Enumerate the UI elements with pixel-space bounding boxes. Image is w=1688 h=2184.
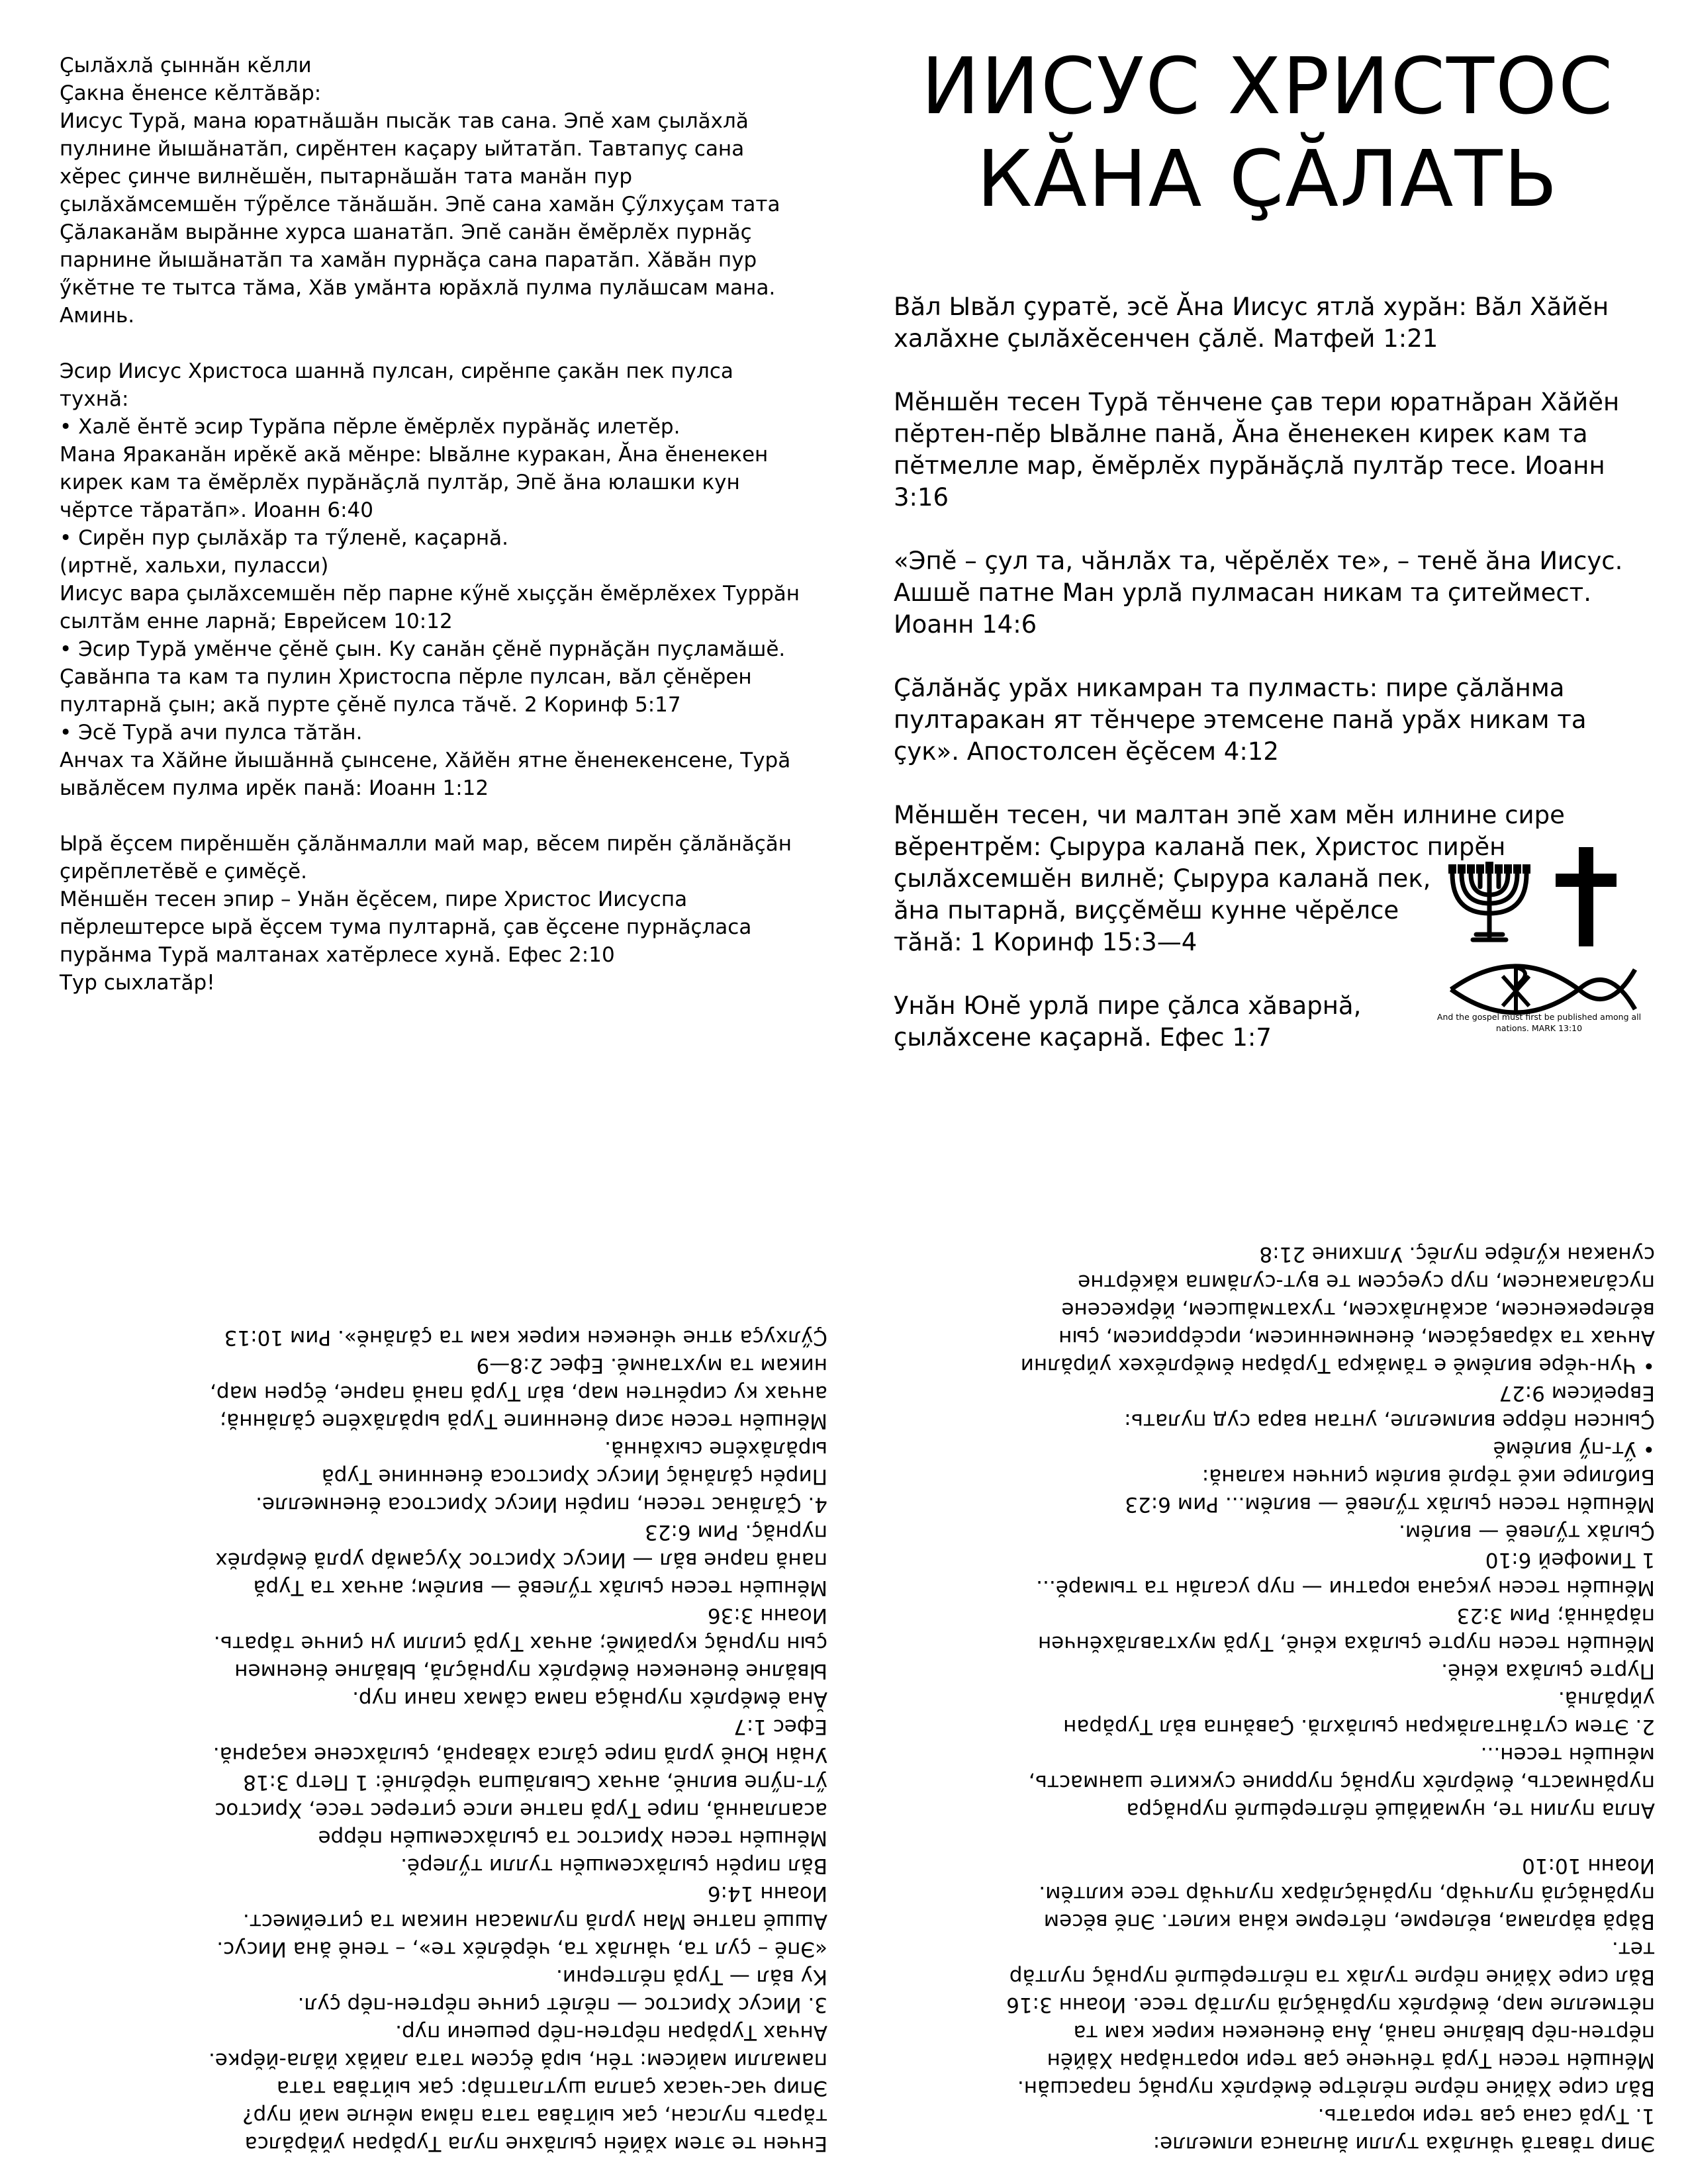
prayer-paragraph (60, 357, 808, 802)
text-line: пурăнăçлă пулччăр, пурăнăçлăрах пулччăр тесе килтĕм. (1039, 1882, 1655, 1905)
text-line: Иисус вара çылăхсемшĕн пĕр парне кӳнĕ хыççăн ĕмĕрлĕхех Туррăн сылтăм енне ларнă; Еврейсем 10:12 (60, 582, 806, 633)
prayer-paragraph (60, 52, 808, 330)
text-line: Ырă ĕçсем пирĕншĕн çăлăнмалли май мар, вĕсем пирĕн çăлăнăçăн çирĕплетĕвĕ е çимĕçĕ. (60, 832, 798, 884)
text-line: Тур сыхлатăр! (60, 971, 215, 995)
text-line: Библире икĕ тĕрлĕ вилĕм çинчен каланă: (1201, 1465, 1655, 1488)
text-line: асапланнă, пире Турă патне илсе çитерес тесе, Христос (214, 1798, 827, 1822)
text-line: пĕтмелле мар, ĕмĕрлĕх пурăнăçлă пултăр тесе. Иоанн 3:16 (1006, 1993, 1655, 2017)
text-line: • Эсир Турă умĕнче çĕнĕ çын. Ку санăн çĕнĕ пурнăçăн пуçламăшĕ. (60, 637, 786, 661)
text-line: çын пурнăç кураймĕ; анчах Турă çилли ун çинче тăрать. (213, 1631, 827, 1655)
text-line: Апла пулин те, нумайăшĕ пĕлтерĕшлĕ пурнăçра (1126, 1798, 1655, 1822)
verse-line: тăнă: 1 Коринф 15:3—4 (894, 928, 1197, 956)
verse-paragraph: Мĕншĕн тесен Турă тĕнчене çав тери юратнăран Хăйĕн пĕртен-пĕр Ывăлне панă, Ăна ĕненекен кирек кам та пĕтмелле мар, ĕмĕрлĕх пурăнăçлă пултăр тесе. Иоанн 3:16 (894, 388, 1620, 512)
text-line (894, 1824, 1655, 1852)
verse-line: çылăхсемшĕн вилнĕ; Çырура каланă пек, (894, 864, 1431, 893)
text-line: Ашшĕ патне Ман урлă пулмасан никам та çитеймест. (242, 1909, 827, 1933)
fish-icon (1451, 966, 1635, 1013)
text-line: пĕртен-пĕр Ывăлне панă, Ăна ĕненекен кирек кам та (1073, 2021, 1655, 2044)
text-line: пурăнмасть, ĕмĕрлĕх пурнăç пуррине сукките шанмасть, (1028, 1770, 1655, 1794)
verse-paragraph: Вăл Ывăл çуратĕ, эсĕ Ăна Иисус ятлă хурăн: Вăл Хăйĕн халăхне çылăхĕсенчен çăлĕ. Матфей 1:21 (894, 293, 1609, 353)
text-line: тăрать пулсан, çак ыйтăва тата пăма мĕнле май пур? (242, 2104, 827, 2128)
text-line: Ывăлне ĕненекен ĕмĕрлĕх пурнăçлă, Ывăлне ĕненмен (234, 1659, 827, 1683)
chi-rho-icon (1503, 966, 1529, 1013)
text-line: Мĕншĕн тесен çылăх тӳлевĕ — вилĕм; анчах та Турă (253, 1576, 827, 1600)
logo-caption: And the gospel must first be published among all nations. MARK 13:10 (1436, 1012, 1642, 1033)
text-line: Мĕншĕн тесен укçана юратни — пур усалăн та тымарĕ... (1036, 1576, 1655, 1600)
text-line: Вăл пирĕн çылăхсемшĕн тулли тӳлерĕ. (400, 1854, 827, 1878)
text-line: Вăл сире Хăйне пĕрле тулăх та пĕлтерĕшлĕ пурнăç пултăр (1009, 1965, 1655, 1989)
text-line: • Сирĕн пур çылăхăр та тӳленĕ, каçарнă. (60, 526, 508, 550)
text-line: Енчен те этем хăйĕн çылăхне пула Турăран уйăрăлса (244, 2132, 827, 2156)
text-line: Эпир час-часах çапла шутлатпăр: çак ыйтăва тата (276, 2076, 827, 2100)
title-line-1: ИИСУС ХРИСТОС (921, 40, 1615, 132)
text-line: • Халĕ ĕнтĕ эсир Турăпа пĕрле ĕмĕрлĕх пурăнăç илетĕр. (60, 415, 680, 439)
page-title (894, 40, 1642, 225)
text-line: Анчах Турăран пĕртен-пĕр решени пур. (395, 2021, 827, 2044)
text-line: вĕлерекенсем, аскăнлăхсем, тухатмăшсем, йĕркесене (1061, 1298, 1655, 1322)
text-line: Унăн Юнĕ урлă пире çăлса хăварнă, çылăхсене каçарнă. (212, 1743, 827, 1766)
text-line: Еврейсем 9:27 (1499, 1381, 1655, 1405)
text-line: ырăлăхĕпе сыхăннă. (604, 1437, 827, 1461)
text-line: 3. Иисус Христос — пĕлĕт çинче пĕртен-пĕр çул. (297, 1993, 827, 2017)
text-line: сунакан кӳлĕре пулĕç. Улпхине 21:8 (1259, 1242, 1655, 1266)
text-line: 1. Турă сана çав тери юратать. (1317, 2104, 1655, 2128)
upside-down-panel-left (46, 1138, 827, 2158)
verse-line: ăна пытарнă, виççĕмĕш кунне чĕрĕлсе (894, 896, 1399, 925)
text-line: Ефес 1:7 (733, 1715, 827, 1739)
prayer-panel (60, 52, 808, 1084)
text-line: пусăлакансем, пур суеçсем те вут-сулăмпа кăкĕртне (1078, 1270, 1655, 1294)
text-line: анчах ку сирĕнтен мар, вăл Турă панă парне, ĕçрен мар, (210, 1381, 827, 1405)
text-line: Вăл сире Хăйне пĕрле пĕлĕтре ĕмĕрлĕх пурнăç парасшăн. (1017, 2076, 1655, 2100)
verse-paragraph: «Эпĕ – çул та, чăнлăх та, чĕрĕлĕх те», – тенĕ ăна Иисус. Ашшĕ патне Ман урлă пулмасан никам та çитеймест. Иоанн 14:6 (894, 547, 1623, 639)
text-line: Çылăх тӳлевĕ — вилĕм. (1398, 1520, 1655, 1544)
text-line: Анчах та Хăйне йышăннă çынсене, Хăйĕн ятне ĕненекенсене, Турă ывăлĕсем пулма ирĕк панă: Иоанн 1:12 (60, 749, 798, 800)
text-line: 1 Тимофей 6:10 (1485, 1548, 1655, 1572)
text-line: Мана Яраканăн ирĕкĕ акă мĕнре: Ывăлне куракан, Ăна ĕненекен кирек кам та ĕмĕрлĕх пурăнăçлă пултăр, Эпĕ ăна юлашки кун чĕртсе тăратăп». Иоанн 6:40 (60, 443, 775, 522)
text-line: (иртнĕ, хальхи, пуласси) (60, 554, 329, 578)
text-line: Çакна ĕненсе кĕлтăвăр: (60, 81, 322, 105)
text-line: Çылăхлă çыннăн кĕлли (60, 54, 312, 77)
text-line: Ку вăл — Турă пĕлтерни. (555, 1965, 827, 1989)
verse-paragraph: Çăлăнăç урăх никамран та пулмасть: пире çăлăнма пултаракан ят тĕнчере этемсене панă урăх никам та çук». Апостолсен ĕçĕсем 4:12 (894, 674, 1587, 766)
upside-down-panel-right (894, 1138, 1655, 2158)
text-line: • Чун-чĕре вилĕмĕ е тăмăкра Турăран ĕмĕрлĕхех уйрăлни (1020, 1353, 1655, 1377)
text-line: Вăрă вăрлама, вĕлерме, пĕтерме кăна килет. Эпĕ вĕсем (1043, 1909, 1655, 1933)
text-line: Мĕншĕн тесен пурте çылăха кĕнĕ, Турă мухтавлăхĕнчен (1037, 1631, 1655, 1655)
text-line: Çынсен пĕрре вилмелле, унтан вара суд пулать: (1124, 1409, 1655, 1433)
text-line: • Ӳт-пӳ вилĕмĕ (1493, 1437, 1655, 1461)
verse-paragraph: Унăн Юнĕ урлă пире çăлса хăварнă, çылăхсене каçарнă. Ефес 1:7 (894, 991, 1362, 1052)
prayer-paragraph (60, 830, 808, 997)
text-line: Ăна ĕмĕрлĕх пурнăçа пама сăмах пани пур. (352, 1687, 827, 1711)
text-line: Мĕншĕн тесен Турă тĕнчене çав тери юратнăран Хăйĕн (1047, 2048, 1655, 2072)
text-line: ӳт-пӳпе вилнĕ, анчах Сывлăшпа чĕрĕлнĕ: 1 Петр 3:18 (243, 1770, 827, 1794)
text-line: Мĕншĕн тесен çылăх тӳлевĕ — вилĕм... Рим 6:23 (1125, 1492, 1655, 1516)
text-line: памалли майсем: тĕн, ырă ĕçсем тата лайăх йăла-йĕрке. (209, 2048, 827, 2072)
text-line: Пирĕн çăлăнăç Иисус Христоса ĕненнине Турă (321, 1465, 827, 1488)
text-line: Анчах та хăравçăсем, ĕненменнисем, ирсĕррисем, çын (1058, 1326, 1655, 1349)
text-line: • Эсĕ Турă ачи пулса тăтăн. (60, 721, 363, 745)
text-line: Иисус Турă, мана юратнăшăн пысăк тав сана. Эпĕ хам çылăхлă пулнине йышăнатăп, сирĕнтен каçару ыйтатăп. Тавтапуç сана хĕрес çинче вилнĕшĕн, пытарнăшăн тата манăн пур çылăхăмсемшĕн тӳрĕлсе тăнăшăн. Эпĕ сана хамăн Çӳлхуçам тата Çăлаканăм вырăнне хурса шанатăп. Эпĕ санăн ĕмĕрлĕх пурнăç парнине йышăнатăп та хамăн пурнăçа сана паратăп. Хăвăн пур ӳкĕтне те тытса тăма, Хăв умăнта юрăхлă пулма пулăшсам мана. Аминь. (60, 109, 787, 328)
text-line: 4. Çăлăнас тесен, пирĕн Иисус Христоса ĕненмелле. (256, 1492, 827, 1516)
menorah-icon (1452, 867, 1526, 940)
text-line: Çавăнпа та кам та пулин Христоспа пĕрле пулсан, вăл çĕнĕрен пултарнă çын; акă пурте çĕнĕ пулса тăчĕ. 2 Коринф 5:17 (60, 665, 759, 717)
text-line: Эсир Иисус Христоса шаннă пулсан, сирĕнпе çакăн пек пулса тухнă: (60, 359, 740, 411)
text-line: Иоанн 10:10 (1522, 1854, 1655, 1878)
text-line: Иоанн 3:36 (707, 1604, 827, 1627)
text-line: Эпир тăватă чăнлăха тулли ăнланса илмелле: (1152, 2132, 1655, 2156)
text-line: 2. Этем сутăнталăкран çылăхлă. Çавăнпа вăл Турăран (1063, 1715, 1655, 1739)
text-line: Мĕншĕн тесен эпир – Унăн ĕçĕсем, пире Христос Иисуспа пĕрлештерсе ырă ĕçсем тума пултарнă, çав ĕçсене пурнăçласа пурăнма Турă малтанах хатĕрлесе хунă. Ефес 2:10 (60, 887, 759, 967)
text-line: «Эпĕ – çул та, чăнлăх та, чĕрĕлĕх те», – тенĕ ăна Иисус. (216, 1937, 827, 1961)
text-line: Пурте çылăха кĕнĕ. (1441, 1659, 1655, 1683)
text-line: мĕншĕн тесен... (1480, 1743, 1655, 1766)
text-line: Иоанн 14:6 (707, 1882, 827, 1905)
cross-icon (1556, 847, 1617, 946)
verse-line: вĕрентрĕм: Çырура каланă пек, Христос пирĕн (894, 833, 1506, 861)
text-line: пурнăç. Рим 6:23 (644, 1520, 827, 1544)
text-line: Çӳлхуçа ятне чĕнекен кирек кам та çăлăнĕ». Рим 10:13 (224, 1326, 827, 1349)
text-line: уйрăлнă. (1558, 1687, 1655, 1711)
text-line: панă парне вăл — Иисус Христос Хуçамăр урлă ĕмĕрлĕх (215, 1548, 827, 1572)
text-line: тет. (1611, 1937, 1655, 1961)
text-line: никам та мухтанмĕ. Ефес 2:8—9 (476, 1353, 827, 1377)
verse-line: Мĕншĕн тесен, чи малтан эпĕ хам мĕн илнине сире (894, 801, 1565, 829)
text-line: Мĕншĕн тесен Христос та çылăхсемшĕн пĕрре (318, 1826, 827, 1850)
text-line: Мĕншĕн тесен эсир ĕненнипе Турă ырăлăхĕпе çăлăннă; (219, 1409, 827, 1433)
text-line: пăрăннă; Рим 3:23 (1456, 1604, 1655, 1627)
title-line-2: КĂНА ÇĂЛАТЬ (976, 133, 1559, 224)
